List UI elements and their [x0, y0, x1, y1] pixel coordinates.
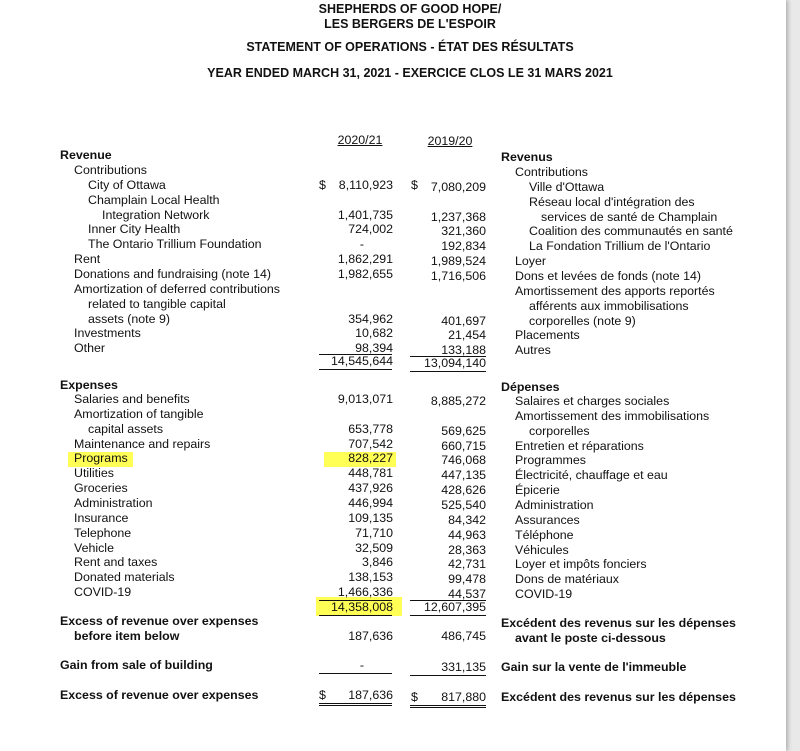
line-label-en: Donated materials: [74, 570, 175, 584]
expense-total-underline-prior: [410, 615, 486, 616]
gain-sale-current: -: [359, 658, 364, 672]
expense-total-current: 14,358,008: [330, 600, 393, 614]
line-label-en: Insurance: [74, 511, 129, 525]
amount-prior: 44,537: [448, 587, 486, 601]
amount-current: 3,846: [361, 555, 393, 569]
excess-before-label-line1: Excess of revenue over expenses: [60, 614, 259, 628]
line-label-fr: corporelles: [529, 424, 590, 438]
line-label-en: Salaries and benefits: [74, 392, 190, 406]
amount-current: 10,682: [355, 326, 393, 340]
line-label-en: Other: [74, 341, 105, 355]
amount-prior: 99,478: [448, 572, 486, 586]
amount-prior: 525,540: [441, 498, 486, 512]
amount-current: 138,153: [348, 570, 393, 584]
amount-current: 724,002: [348, 222, 393, 236]
dollar-sign-current: $: [319, 178, 326, 192]
amount-prior: 660,715: [441, 439, 486, 453]
excedent-avant-label-line1: Excédent des revenus sur les dépenses: [501, 616, 736, 630]
gain-sale-underline-prior: [410, 675, 486, 676]
line-label-en: Contributions: [74, 163, 148, 177]
excess-before-label-line2: before item below: [74, 629, 180, 643]
amount-prior: 44,963: [448, 528, 486, 542]
line-label-fr: Réseau local d'intégration des: [529, 195, 695, 209]
amount-current: 71,710: [355, 526, 393, 540]
amount-current: 354,962: [348, 312, 393, 326]
expenses-heading: Expenses: [60, 378, 118, 392]
amount-prior: 401,697: [441, 314, 486, 328]
expense-total-underline-current: [319, 615, 392, 616]
line-label-en: Investments: [74, 326, 141, 340]
line-label-en: Rent: [74, 252, 101, 266]
amount-current: 437,926: [348, 481, 393, 495]
line-label-fr: Dons de matériaux: [515, 572, 619, 586]
line-label-en: assets (note 9): [88, 312, 170, 326]
line-label-en: The Ontario Trillium Foundation: [88, 237, 262, 251]
excedent-final-label: Excédent des revenus sur les dépenses: [501, 690, 736, 704]
amount-prior: 321,360: [441, 224, 486, 238]
excess-final-underline-current-1: [319, 703, 392, 704]
line-label-fr: afférents aux immobilisations: [529, 299, 689, 313]
amount-current: 653,778: [348, 422, 393, 436]
line-label-en: COVID-19: [74, 585, 132, 599]
line-label-en: related to tangible capital: [88, 297, 226, 311]
excess-final-prior: 817,880: [441, 690, 486, 704]
amount-current: 109,135: [348, 511, 393, 525]
amount-prior: 428,626: [441, 483, 486, 497]
gain-sale-label: Gain from sale of building: [60, 658, 213, 672]
column-header-prior: 2019/20: [427, 134, 473, 148]
amount-current: -: [359, 237, 364, 251]
line-label-fr: services de santé de Champlain: [541, 210, 718, 224]
amount-current: 448,781: [348, 466, 393, 480]
excess-final-prior-dollar: $: [411, 690, 418, 704]
gain-vente-label: Gain sur la vente de l'immeuble: [501, 660, 687, 674]
line-label-fr: Amortissement des immobilisations: [515, 409, 710, 423]
revenus-heading: Revenus: [501, 150, 553, 164]
line-label-fr: corporelles (note 9): [529, 314, 636, 328]
excess-before-current: 187,636: [348, 629, 393, 643]
line-label-fr: Salaires et charges sociales: [515, 394, 670, 408]
line-label-en: Integration Network: [102, 208, 210, 222]
line-label-fr: Programmes: [515, 453, 586, 467]
statement-title: STATEMENT OF OPERATIONS - ÉTAT DES RÉSULTATS: [246, 40, 574, 54]
org-name-en: SHEPHERDS OF GOOD HOPE/: [318, 2, 502, 16]
revenue-total-current: 14,545,644: [330, 354, 393, 368]
line-label-en: Groceries: [74, 481, 128, 495]
line-label-fr: Ville d'Ottawa: [529, 180, 605, 194]
amount-current: 1,401,735: [337, 208, 393, 222]
line-label-en: Donations and fundraising (note 14): [74, 267, 272, 281]
excess-final-current: 187,636: [348, 688, 393, 702]
revenue-total-underline-prior: [410, 371, 486, 372]
gain-sale-underline-current: [319, 673, 392, 674]
amount-current: 9,013,071: [337, 392, 393, 406]
excess-final-underline-prior-2: [410, 707, 486, 708]
amount-current: 32,509: [355, 541, 393, 555]
amount-prior: 84,342: [448, 513, 486, 527]
amount-prior: 8,885,272: [430, 394, 486, 408]
line-label-en: Inner City Health: [88, 222, 181, 236]
amount-prior: 1,989,524: [430, 254, 486, 268]
period-title: YEAR ENDED MARCH 31, 2021 - EXERCICE CLOS LE 31 MARS 2021: [207, 66, 613, 80]
amount-prior: 746,068: [441, 453, 486, 467]
line-label-fr: Loyer: [515, 254, 546, 268]
amount-prior: 7,080,209: [430, 180, 486, 194]
line-label-fr: Entretien et réparations: [515, 439, 644, 453]
line-label-en: Amortization of deferred contributions: [74, 282, 280, 296]
line-label-fr: Placements: [515, 328, 580, 342]
amount-prior: 1,237,368: [430, 210, 486, 224]
amount-prior: 192,834: [441, 239, 486, 253]
line-label-fr: COVID-19: [515, 587, 573, 601]
amount-prior: 569,625: [441, 424, 486, 438]
excess-final-label: Excess of revenue over expenses: [60, 688, 259, 702]
amount-prior: 447,135: [441, 468, 486, 482]
line-label-en: Amortization of tangible: [74, 407, 204, 421]
line-label-en: Programs: [74, 451, 128, 465]
org-name-fr: LES BERGERS DE L'ESPOIR: [324, 17, 496, 31]
line-label-en: Maintenance and repairs: [74, 437, 211, 451]
line-label-en: Vehicle: [74, 541, 114, 555]
amount-current: 1,466,336: [337, 585, 393, 599]
line-label-en: Utilities: [74, 466, 114, 480]
line-label-fr: Administration: [515, 498, 594, 512]
line-label-en: Administration: [74, 496, 153, 510]
line-label-fr: Amortissement des apports reportés: [515, 284, 715, 298]
line-label-fr: Téléphone: [515, 528, 574, 542]
excess-final-underline-current-2: [319, 705, 392, 706]
line-label-fr: Coalition des communautés en santé: [529, 224, 733, 238]
line-label-fr: Autres: [515, 343, 551, 357]
revenue-total-prior: 13,094,140: [423, 356, 486, 370]
depenses-heading: Dépenses: [501, 380, 560, 394]
amount-prior: 1,716,506: [430, 269, 486, 283]
amount-current: 446,994: [348, 496, 393, 510]
amount-current: 98,394: [355, 341, 393, 355]
line-label-en: Telephone: [74, 526, 132, 540]
expense-total-prior: 12,607,395: [423, 600, 486, 614]
dollar-sign-prior: $: [411, 178, 418, 192]
excess-before-prior: 486,745: [441, 629, 486, 643]
line-label-en: capital assets: [88, 422, 164, 436]
amount-prior: 42,731: [448, 557, 486, 571]
amount-current: 1,862,291: [337, 252, 393, 266]
line-label-fr: Épicerie: [515, 483, 560, 497]
line-label-en: City of Ottawa: [88, 178, 166, 192]
line-label-fr: Véhicules: [515, 543, 569, 557]
line-label-en: Champlain Local Health: [88, 193, 220, 207]
amount-prior: 21,454: [448, 328, 486, 342]
line-label-en: Rent and taxes: [74, 555, 158, 569]
excess-final-underline-prior-1: [410, 705, 486, 706]
line-label-fr: Contributions: [515, 165, 589, 179]
excedent-avant-label-line2: avant le poste ci-dessous: [515, 631, 666, 645]
column-header-current: 2020/21: [337, 133, 383, 147]
gain-sale-prior: 331,135: [441, 660, 486, 674]
excess-final-current-dollar: $: [319, 688, 326, 702]
amount-current: 8,110,923: [338, 178, 393, 192]
revenue-total-underline-current: [319, 369, 392, 370]
line-label-fr: Électricité, chauffage et eau: [515, 468, 668, 482]
amount-current: 828,227: [348, 451, 393, 465]
line-label-fr: Dons et levées de fonds (note 14): [515, 269, 701, 283]
amount-current: 707,542: [348, 437, 393, 451]
line-label-fr: La Fondation Trillium de l'Ontario: [529, 239, 711, 253]
line-label-fr: Loyer et impôts fonciers: [515, 557, 647, 571]
amount-prior: 133,188: [441, 343, 486, 357]
amount-current: 1,982,655: [337, 267, 393, 281]
line-label-fr: Assurances: [515, 513, 580, 527]
amount-prior: 28,363: [448, 543, 486, 557]
revenue-heading: Revenue: [60, 148, 112, 162]
